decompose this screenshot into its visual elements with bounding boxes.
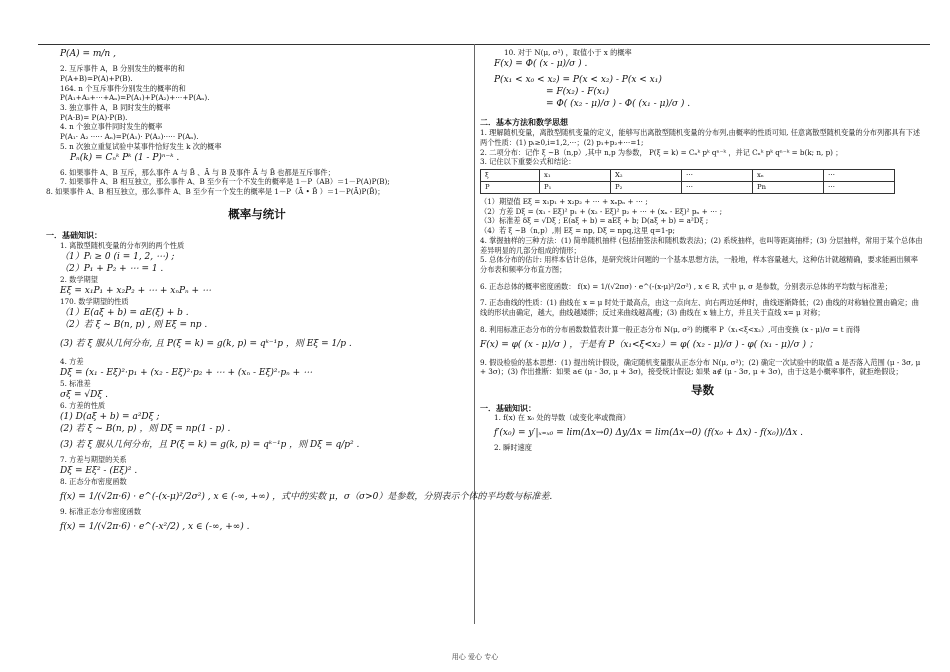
table-cell: ⋯ <box>824 169 895 181</box>
header-rule <box>38 44 930 45</box>
formula-line: (3) 若 ξ 服从几何分布, 且 P(ξ = k) = g(k, p) = qᵏ⁻¹p ，则 Eξ = 1/p . <box>60 339 352 350</box>
formula-line: σξ = √Dξ . <box>60 389 108 400</box>
formula-line: Dξ = Eξ² - (Eξ)² . <box>60 465 138 476</box>
formula-line: Pₙ(k) = Cₙᵏ Pᵏ (1 - P)ⁿ⁻ᵏ . <box>70 152 180 163</box>
table-cell: P₂ <box>611 181 682 193</box>
text-line: 8. 正态分布密度函数 <box>60 476 127 486</box>
table-cell: xₙ <box>753 169 824 181</box>
section-heading: 二．基本方法和数学思想 <box>480 117 568 128</box>
text-line: （1）期望值 Eξ = x₁p₁ + x₂p₂ + ⋯ + xₙpₙ + ⋯ ; <box>480 196 648 206</box>
paragraph: 7. 正态曲线的性质：(1) 曲线在 x = μ 时处于最高点，由这一点向左、向右两边延伸时，曲线逐渐降低；(2) 曲线的对称轴位置由确定；曲线的形状由确定，越大，曲线越矮胖；反过来曲线越高瘦；(3) 曲线在 x 轴上方，并且关于直线 x= μ 对称； <box>480 298 919 318</box>
text-line: 9. 标准正态分布密度函数 <box>60 506 142 516</box>
formula-line: (1) D(aξ + b) = a²Dξ ; <box>60 411 160 422</box>
distribution-table <box>480 169 895 194</box>
table-cell: ⋯ <box>824 181 895 193</box>
formula-line: f(x) = 1/(√2π·6) · e^(-x²/2) , x ∈ (-∞, +∞) . <box>60 521 250 532</box>
paragraph: 5. 总体分布的估计: 用样本估计总体，是研究统计问题的一个基本思想方法，一般地，样本容量越大，这种估计就越精确，要求能画出频率分布表和频率分布直方图； <box>480 255 918 274</box>
table-cell: X₂ <box>611 169 682 181</box>
text-line: 6. 方差的性质 <box>60 400 106 410</box>
formula-line: P(A₁+A₂+⋯+Aₙ)=P(A₁)+P(A₂)+⋯+P(Aₙ). <box>60 93 210 103</box>
formula-line: (3) 若 ξ 服从几何分布，且 P(ξ = k) = g(k, p) = qᵏ⁻¹p ，则 Dξ = q/p² . <box>60 439 360 450</box>
formula-line: = F(x₂) - F(x₁) <box>546 87 610 97</box>
column-divider <box>474 44 475 624</box>
text-line: 2. 瞬时速度 <box>494 443 532 453</box>
formula-line: Eξ = x₁P₁ + x₂P₂ + ⋯ + xₙPₙ + ⋯ <box>60 285 211 296</box>
text-line: （3）标准差 δξ = √Dξ ; E(aξ + b) = aEξ + b; D(aξ + b) = a²Dξ ; <box>480 216 709 226</box>
text-line: 4. n 个独立事件同时发生的概率 <box>60 122 163 132</box>
text-line: 1. f(x) 在 x₀ 处的导数（或变化率或微商） <box>494 413 630 423</box>
text-line: 1. 离散型随机变量的分布列的两个性质 <box>60 241 185 251</box>
section-heading: 一．基础知识： <box>480 402 536 413</box>
text-line: 8. 如果事件 A、B 相互独立，那么事件 A、B 至少有一个发生的概率是 1－P（Ā • B̄ ）＝1－P(Ā)P(B̄)； <box>46 187 385 197</box>
section-heading: 一．基础知识： <box>46 230 102 241</box>
formula-line: （1）Pᵢ ≥ 0 (i = 1, 2, ⋯) ; <box>60 251 175 262</box>
text-line: （4）若 ξ ~B（n,p）,则 Eξ = np, Dξ = npq,这里 q=1-p; <box>480 226 675 236</box>
text-line: 7. 如果事件 A、B 相互独立，那么事件 A、B 至少有一个不发生的概率是 1－P（AB）＝1－P(A)P(B); <box>60 177 390 187</box>
paragraph: 1. 理解随机变量，离散型随机变量的定义，能够写出离散型随机变量的分布列,由概率的性质可知, 任意离散型随机变量的分布列都具有下述两个性质：(1) pᵢ≥0,i=1,2,⋯；(2) p₁+p₂+⋯=1; <box>480 128 921 147</box>
formula-line: （2）若 ξ ~ B(n, p) , 则 Eξ = np . <box>60 319 208 330</box>
text-line: 2. 数学期望 <box>60 275 98 285</box>
page-footer: 用心 爱心 专心 <box>451 653 499 661</box>
text-line: 5. 标准差 <box>60 379 91 389</box>
formula-line: (2) 若 ξ ~ B(n, p) ，则 Dξ = np(1 - p) . <box>60 423 231 434</box>
formula-line: f′(x₀) = y′|ₓ₌ₓ₀ = lim(Δx→0) Δy/Δx = lim(Δx→0) (f(x₀ + Δx) - f(x₀))/Δx . <box>494 428 804 439</box>
formula-line: （2）P₁ + P₂ + ⋯ = 1 . <box>60 264 164 275</box>
text-line: 164. n 个互斥事件分别发生的概率的和 <box>60 83 186 93</box>
text-line: 2. 二项分布：记作 ξ ~B（n,p）,其中 n,p 为参数， P(ξ = k) = Cₙᵏ pᵏ qⁿ⁻ᵏ ，并记 Cₙᵏ pᵏ qⁿ⁻ᵏ = b(k; n, p) ； <box>480 147 843 157</box>
text-line: 170. 数学期望的性质 <box>60 297 129 307</box>
formula-line: P(A) = m/n , <box>60 49 116 59</box>
formula-line: P(A₁· A₂ ·⋯· Aₙ)=P(A₁)· P(A₂)·⋯· P(Aₙ). <box>60 132 199 142</box>
text-line: 4. 方差 <box>60 357 84 367</box>
text-line: 6. 如果事件 A、B 互斥，那么事件 A 与 B̄ 、Ā 与 B 及事件 Ā 与 B̄ 也都是互斥事件； <box>60 167 335 177</box>
formula-line: P(A·B)= P(A)·P(B). <box>60 112 128 122</box>
paragraph: 8. 利用标准正态分布的分布函数数值表计算一般正态分布 N(μ, σ²) 的概率 P（x₁<ξ<x₂）,可由变换 (x - μ)/σ = t 而得 <box>480 324 861 334</box>
section-title-probability: 概率与统计 <box>228 206 286 221</box>
section-title-derivative: 导数 <box>691 383 714 398</box>
right-column <box>480 48 925 453</box>
text-line: 2. 互斥事件 A，B 分别发生的概率的和 <box>60 64 185 74</box>
formula-line: = Φ( (x₂ - μ)/σ ) - Φ( (x₁ - μ)/σ ) . <box>546 99 691 110</box>
formula-line: P(x₁ < x₀ < x₂) = P(x < x₂) - P(x < x₁) <box>494 74 662 85</box>
formula-line: F(x) = Φ( (x - μ)/σ ) . <box>494 58 588 69</box>
paragraph: 4. 掌握抽样的三种方法：(1) 简单随机抽样 (包括抽签法和随机数表法)；(2) 系统抽样，也叫等距离抽样；(3) 分层抽样，常用于某个总体由差异明显的几部分组成的情形； <box>480 235 923 255</box>
formula-line: f(x) = 1/(√2π·6) · e^(-(x-μ)²/2σ²) , x ∈ (-∞, +∞) ，式中的实数 μ，σ（σ>0）是参数，分别表示个体的平均数与标准差. <box>60 491 553 502</box>
formula-line: P(A+B)=P(A)+P(B). <box>60 73 133 83</box>
table-cell: Pn <box>753 181 824 193</box>
text-line: 7. 方差与期望的关系 <box>60 455 127 465</box>
table-row <box>481 181 895 193</box>
table-cell: ⋯ <box>682 181 753 193</box>
text-line: 3. 独立事件 A，B 同时发生的概率 <box>60 103 171 113</box>
table-row <box>481 169 895 181</box>
text-line: 3. 记住以下重要公式和结论： <box>480 157 576 167</box>
formula-line: F(x) = φ( (x - μ)/σ ) ，于是有 P（x₁<ξ<x₂）= φ( (x₂ - μ)/σ ) - φ( (x₁ - μ)/σ ) ； <box>480 339 818 350</box>
formula-line: （1）E(aξ + b) = aE(ξ) + b . <box>60 307 189 318</box>
formula-line: Dξ = (x₁ - Eξ)²·p₁ + (x₂ - Eξ)²·p₂ + ⋯ + (xₙ - Eξ)²·pₙ + ⋯ <box>60 367 313 378</box>
table-cell: ⋯ <box>682 169 753 181</box>
text-line: 5. n 次独立重复试验中某事件恰好发生 k 次的概率 <box>60 141 222 151</box>
table-cell: P₁ <box>540 181 611 193</box>
table-cell: P <box>481 181 540 193</box>
table-cell: x₁ <box>540 169 611 181</box>
text-line: （2）方差 Dξ = (x₁ - Eξ)² p₁ + (x₂ - Eξ)² p₂ + ⋯ + (xₙ - Eξ)² pₙ + ⋯ ; <box>480 206 723 216</box>
paragraph: 6. 正态总体的概率密度函数： f(x) = 1/(√2πσ) · e^(-(x-μ)²/2σ²) , x ∈ R, 式中 μ, σ 是参数，分别表示总体的平均数与标准差； <box>480 281 892 291</box>
text-line: 10. 对于 N(μ, σ²) ，取值小于 x 的概率 <box>504 48 632 57</box>
paragraph: 9. 假设检验的基本思想：(1) 提出统计假设，确定随机变量服从正态分布 N(μ, σ²)；(2) 确定一次试验中的取值 a 是否落入范围 (μ - 3σ, μ + 3σ)；(3) 作出推断：如果 a∈ (μ - 3σ, μ + 3σ)，接受统计假设; 如果 a∉ (μ - 3σ, μ + 3σ)，由于这是小概率事件，就拒绝假设； <box>480 357 921 377</box>
table-cell: ξ <box>481 169 540 181</box>
